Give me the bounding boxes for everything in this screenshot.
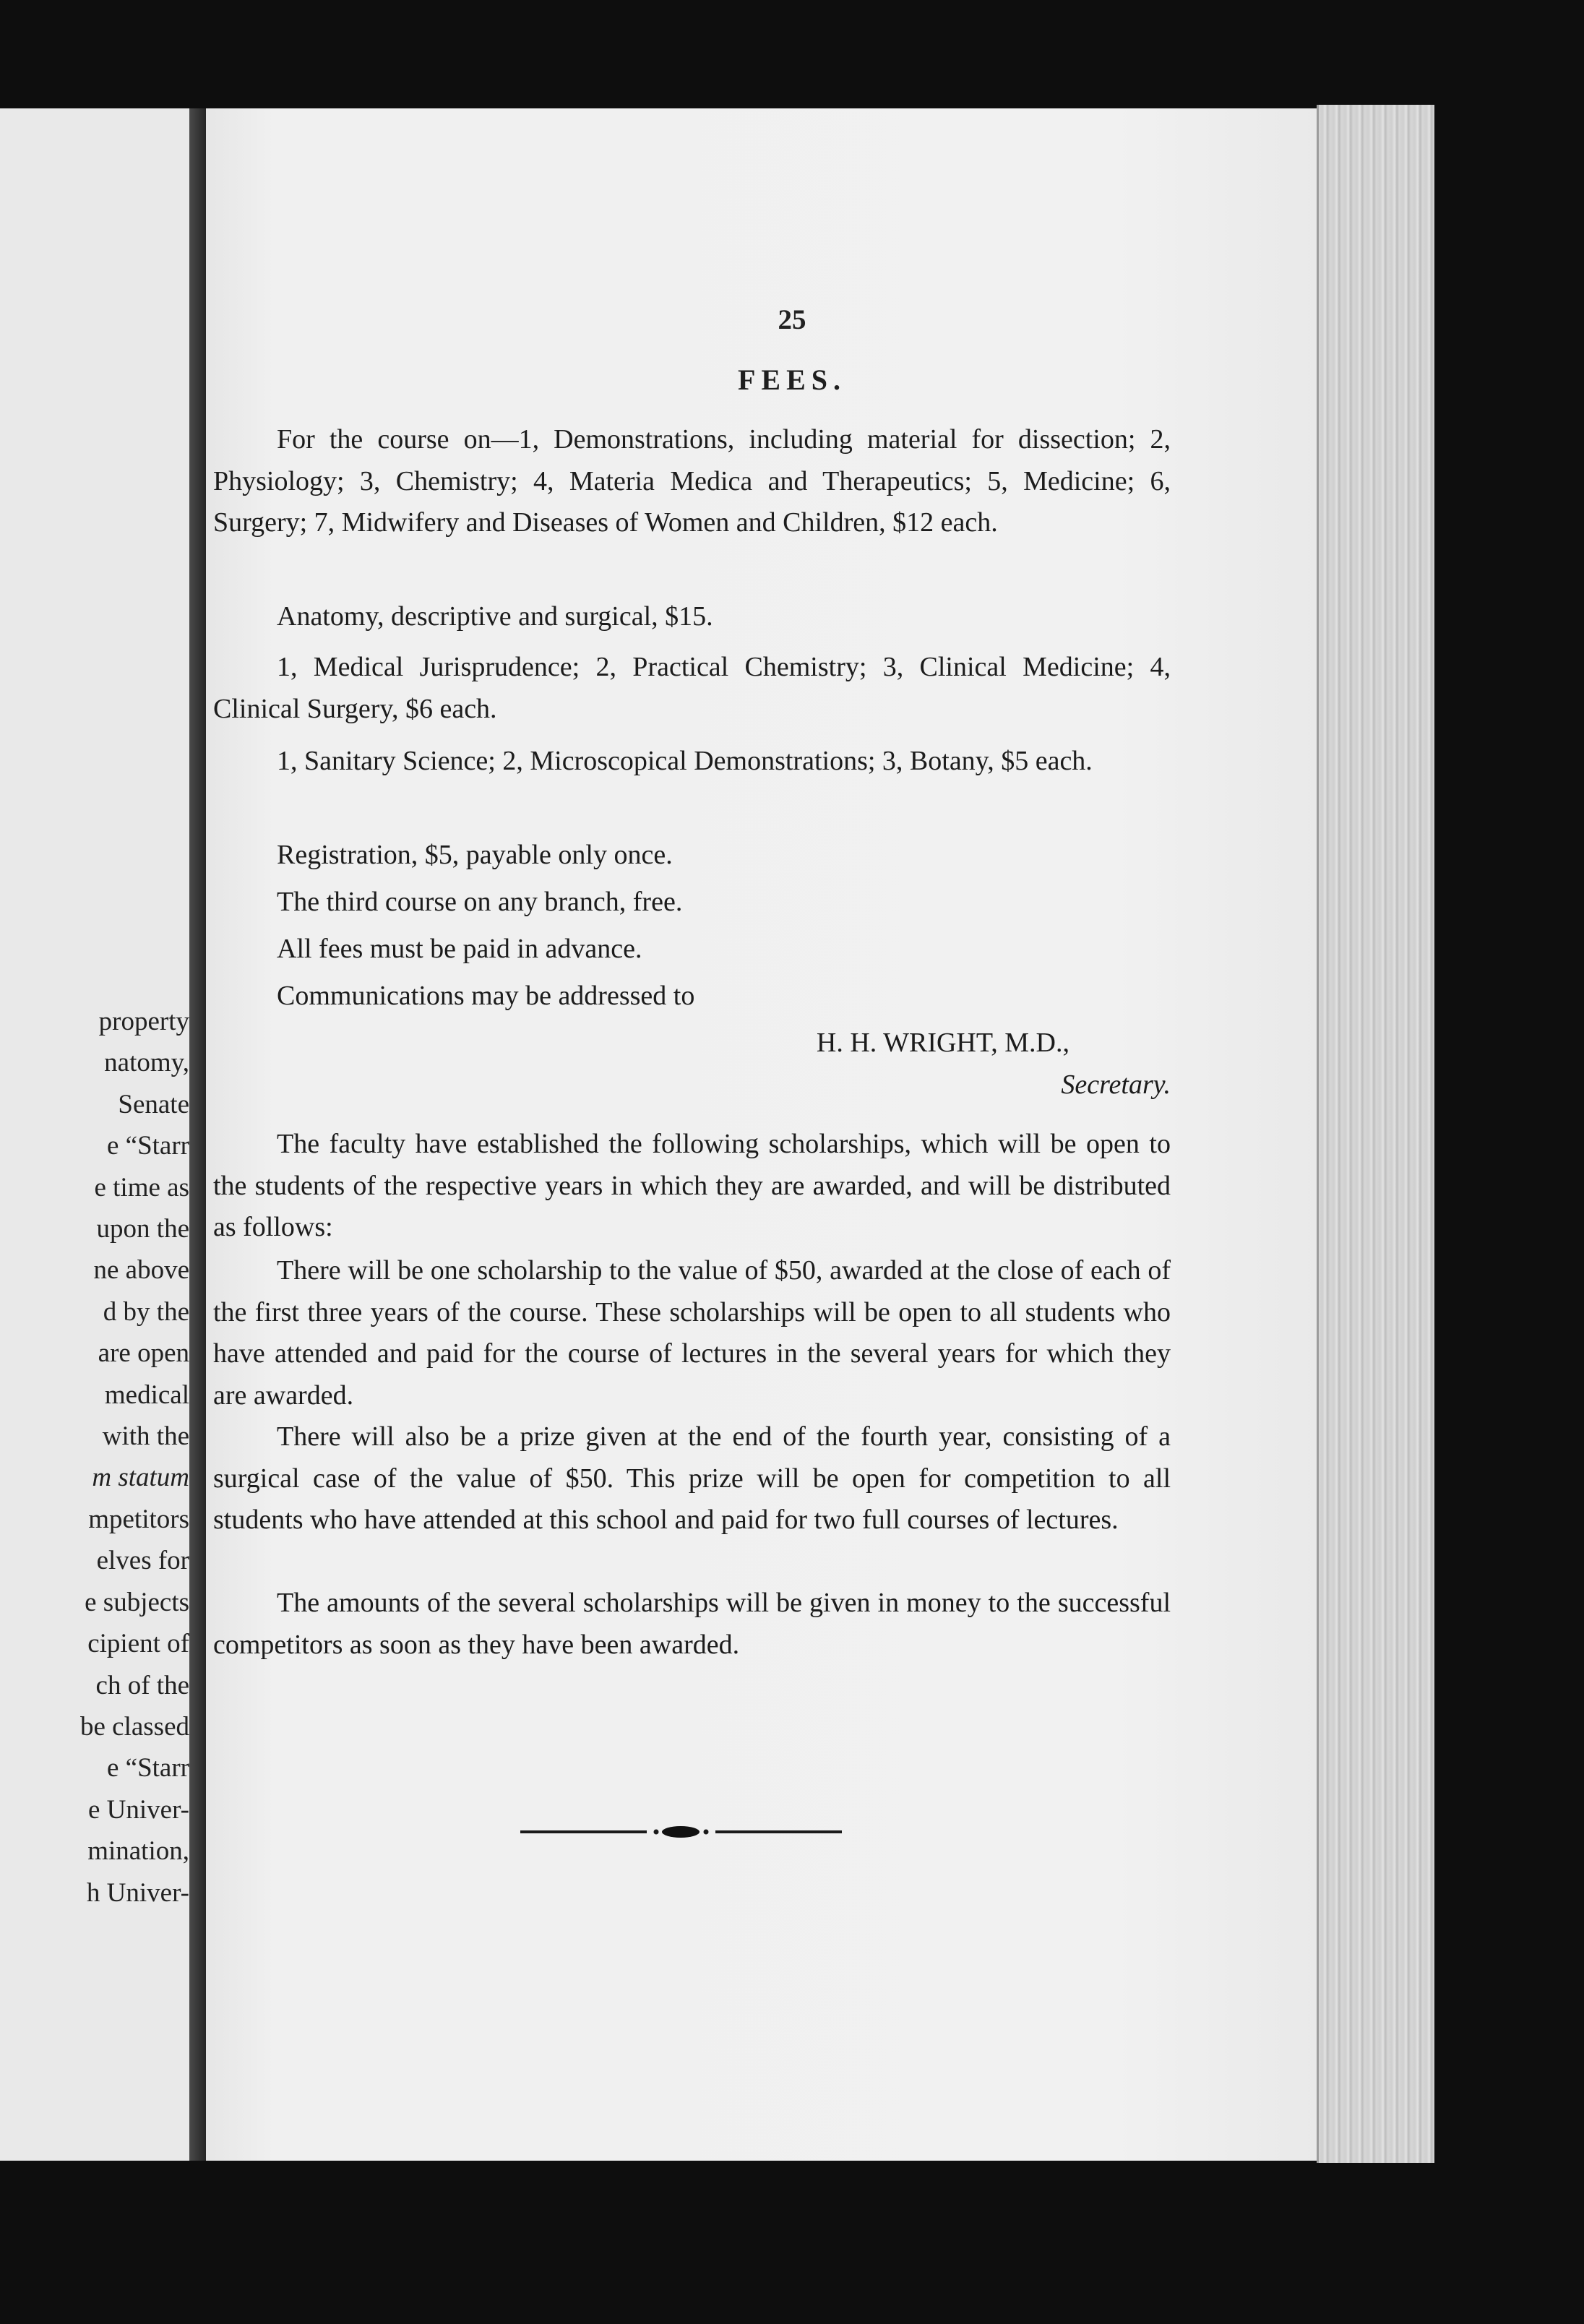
section-heading: FEES.	[737, 363, 847, 396]
signature-title: Secretary.	[1061, 1070, 1171, 1100]
page-number: 25	[778, 304, 806, 335]
left-line: e time as	[94, 1172, 189, 1202]
left-line: cipient of	[87, 1629, 189, 1659]
left-line: Senate	[118, 1089, 189, 1119]
left-line: d by the	[103, 1296, 189, 1327]
left-line: ne above	[93, 1255, 189, 1286]
paragraph-anatomy: Anatomy, descriptive and surgical, $15.	[277, 601, 713, 632]
paragraph-communications: Communications may be addressed to	[277, 981, 695, 1011]
left-line: e “Starr	[106, 1753, 189, 1783]
paragraph-prize: There will also be a prize given at the end of the fourth year, consisting of a surgical case of the value of $50. This prize will be open for competition to all students who have attended at this school and paid for two full courses of lectures.	[213, 1421, 1171, 1535]
left-line: elves for	[96, 1546, 189, 1576]
left-line: property	[98, 1007, 189, 1036]
page-edges	[1317, 105, 1434, 2163]
left-line: m statum	[92, 1463, 189, 1493]
paragraph-courses: For the course on—1, Demonstrations, including material for dissection; 2, Physiology; 3, Chemistry; 4, Materia Medica and Therapeutics; 5, Medicine; 6, Surgery; 7, Midwifery and Diseases of Women and Children, $12 each.	[213, 424, 1171, 538]
paragraph-jurisprudence: 1, Medical Jurisprudence; 2, Practical Chemistry; 3, Clinical Medicine; 4, Clinical Surgery, $6 each.	[213, 652, 1171, 724]
paragraph-scholarship-value: There will be one scholarship to the value of $50, awarded at the close of each of the first three years of the course. These scholarships will be open to all students who have attended and paid for the course of lectures in the several years for which they are awarded.	[213, 1255, 1171, 1411]
left-line: medical	[104, 1380, 189, 1410]
left-line: upon the	[96, 1214, 189, 1244]
left-line: mpetitors	[88, 1504, 189, 1534]
ornament-divider-icon	[520, 1821, 842, 1843]
left-line: natomy,	[104, 1048, 189, 1078]
left-line: ch of the	[95, 1670, 189, 1700]
paragraph-advance: All fees must be paid in advance.	[277, 934, 642, 964]
left-line: e “Starr	[106, 1131, 189, 1161]
left-line: h Univer-	[86, 1877, 189, 1908]
left-line: e subjects	[85, 1587, 189, 1617]
left-line: be classed	[79, 1711, 189, 1742]
left-line: are open	[98, 1338, 189, 1369]
paragraph-amounts: The amounts of the several scholarships will be given in money to the successful competitors as soon as they have been awarded.	[213, 1588, 1171, 1660]
paragraph-registration: Registration, $5, payable only once.	[277, 840, 673, 870]
left-page-text	[0, 1001, 189, 1914]
left-line: with the	[102, 1421, 189, 1452]
signature-name: H. H. WRIGHT, M.D.,	[816, 1028, 1069, 1058]
left-line: mination,	[87, 1836, 189, 1867]
left-line: e Univer-	[88, 1794, 189, 1825]
paragraph-third-course: The third course on any branch, free.	[277, 887, 683, 917]
paragraph-sanitary: 1, Sanitary Science; 2, Microscopical Demonstrations; 3, Botany, $5 each.	[277, 746, 1093, 776]
paragraph-scholarships-intro: The faculty have established the following scholarships, which will be open to the students of the respective years in which they are awarded, and will be distributed as follows:	[213, 1129, 1171, 1242]
